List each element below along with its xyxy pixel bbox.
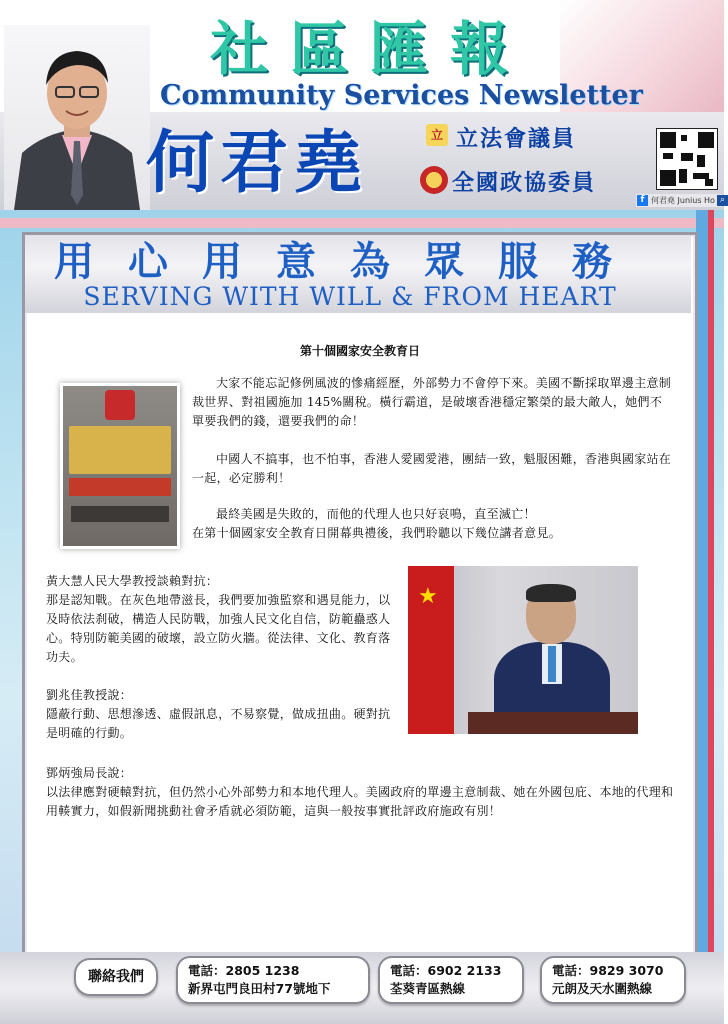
qr-code[interactable] <box>656 128 718 190</box>
frame-stripe <box>708 210 714 1024</box>
speaker-section <box>46 572 391 667</box>
office-phone: 電話：6902 2133 <box>390 963 502 978</box>
legislator-name: 何君堯 <box>146 123 369 203</box>
event-banner-photo <box>60 383 180 549</box>
social-bar[interactable] <box>636 194 725 207</box>
speaker-heading: 劉兆佳教授說： <box>46 688 133 702</box>
office-phone: 電話：2805 1238 <box>188 963 300 978</box>
article-paragraph: 最終美國是失敗的，而他的代理人也只好哀鳴，直至滅亡！ <box>216 507 536 521</box>
speaker-section <box>46 764 674 821</box>
article-paragraph: 大家不能忘記修例風波的慘痛經歷，外部勢力不會停下來。美國不斷採取單邊主意制裁世界、對祖國施加 145%關稅。橫行霸道，是破壞香港穩定繁榮的最大敵人，她們不單要我們的錢，還要我們的命！ <box>192 376 672 428</box>
facebook-icon[interactable]: f <box>637 195 648 206</box>
article-paragraph: 中國人不搞事，也不怕事，香港人愛國愛港，團結一致，魁服困難，香港與國家站在一起，必定勝利！ <box>192 452 672 485</box>
newsletter-title-en: Community Services Newsletter <box>160 80 643 111</box>
role-cppcc: 全國政協委員 <box>452 170 597 196</box>
portrait-photo <box>4 25 150 210</box>
frame-stripe <box>0 218 724 228</box>
office-location: 新界屯門良田村77號地下 <box>188 981 331 996</box>
slogan-cn: 用心用意為眾服務 <box>54 238 646 285</box>
speaker-text: 隱蔽行動、思想滲透、虛假訊息，不易察覺，做成扭曲。硬對抗是明確的行動。 <box>46 707 391 740</box>
speaker-photo: ★ <box>408 566 638 734</box>
office-contact[interactable] <box>378 956 524 1004</box>
role-legco: 立法會議員 <box>456 126 577 152</box>
slogan-en: SERVING WITH WILL & FROM HEART <box>83 282 617 311</box>
office-contact[interactable] <box>176 956 370 1004</box>
office-phone: 電話：9829 3070 <box>552 963 664 978</box>
cppcc-emblem-icon <box>420 166 448 194</box>
search-icon[interactable]: ⌕ <box>717 195 728 206</box>
speaker-text: 那是認知戰。在灰色地帶滋長，我們要加強監察和遇見能力，以及時依法刹破，構造人民防戰，加強人民文化自信，防範蠱惑人心。特別防範美國的破壞，設立防火牆。從法律、文化、教育落功夫。 <box>46 593 391 664</box>
party-logo-icon: 立 <box>426 124 448 146</box>
portrait-illustration <box>4 25 150 210</box>
newsletter-title-cn: 社區匯報 <box>209 15 530 83</box>
contact-us-button[interactable]: 聯絡我們 <box>74 958 158 996</box>
social-handle: 何君堯 Junius Ho <box>651 196 715 205</box>
speaker-heading: 鄧炳強局長說： <box>46 766 133 780</box>
office-contact[interactable] <box>540 956 686 1004</box>
article-title: 第十個國家安全教育日 <box>299 344 420 358</box>
speaker-section <box>46 686 391 743</box>
article-paragraph: 在第十個國家安全教育日開幕典禮後，我們聆聽以下幾位講者意見。 <box>192 526 562 540</box>
office-location: 元朗及天水圍熱線 <box>552 981 653 996</box>
speaker-heading: 黃大慧人民大學教授談賴對抗： <box>46 574 219 588</box>
speaker-text: 以法律應對硬轅對抗，但仍然小心外部勢力和本地代理人。美國政府的單邊主意制裁、她在外國包庇、本地的代理和用輳實力，如假新聞挑動社會矛盾就必須防範，這與一般按事實批評政府施政有別！ <box>46 785 674 818</box>
office-location: 荃葵青區熱線 <box>390 981 466 996</box>
